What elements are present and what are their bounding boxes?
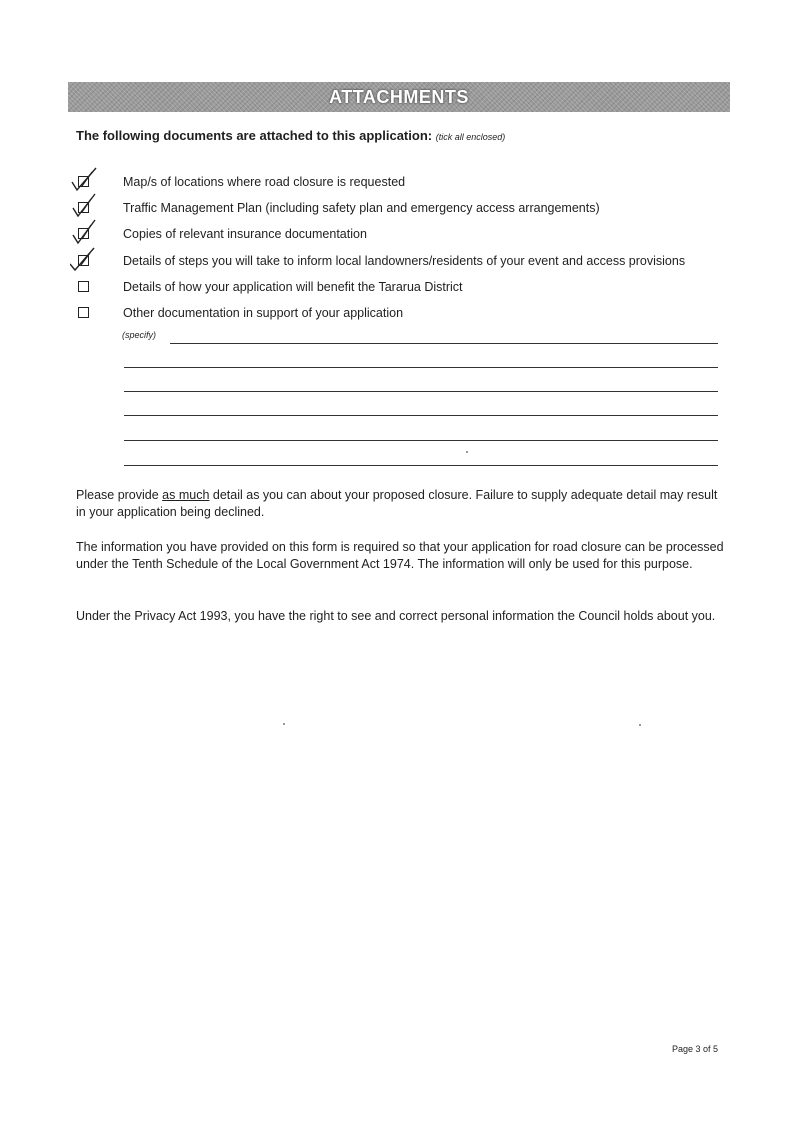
attachment-item-inform-residents bbox=[70, 251, 730, 271]
attachment-item-insurance bbox=[70, 224, 730, 244]
attachment-item-other bbox=[70, 303, 730, 323]
tick-mark-icon bbox=[70, 192, 102, 220]
detail-text-underlined: as much bbox=[162, 488, 210, 502]
specify-label: (specify) bbox=[122, 330, 157, 340]
scan-speck bbox=[466, 451, 468, 453]
attachment-label: Copies of relevant insurance documentation bbox=[123, 227, 367, 241]
checkbox-benefit[interactable] bbox=[70, 277, 100, 297]
tick-mark-icon bbox=[70, 245, 102, 273]
tick-mark-icon bbox=[70, 218, 102, 246]
privacy-paragraph: Under the Privacy Act 1993, you have the right to see and correct personal information the Council holds about you. bbox=[76, 609, 716, 623]
tick-mark-icon bbox=[70, 166, 102, 194]
specify-line-6[interactable] bbox=[124, 465, 718, 466]
checkbox-inform-residents[interactable] bbox=[70, 251, 100, 271]
scan-speck bbox=[283, 723, 285, 725]
attachment-label: Other documentation in support of your application bbox=[123, 306, 404, 320]
page-number: Page 3 of 5 bbox=[672, 1044, 719, 1054]
attachment-label: Traffic Management Plan (including safety plan and emergency access arrangements) bbox=[123, 201, 600, 215]
checkbox-other[interactable] bbox=[70, 303, 100, 323]
section-title: ATTACHMENTS bbox=[329, 86, 469, 107]
section-header-bar bbox=[68, 82, 730, 112]
attachment-label: Details of how your application will benefit the Tararua District bbox=[123, 280, 463, 294]
specify-line-1[interactable] bbox=[170, 343, 718, 344]
specify-line-5[interactable] bbox=[124, 440, 718, 441]
specify-line-4[interactable] bbox=[124, 415, 718, 416]
attachment-label: Map/s of locations where road closure is requested bbox=[123, 175, 406, 189]
checkbox-maps[interactable] bbox=[70, 172, 100, 192]
intro-text: The following documents are attached to this application: bbox=[76, 128, 433, 143]
specify-line-3[interactable] bbox=[124, 391, 718, 392]
checkbox-insurance[interactable] bbox=[70, 224, 100, 244]
attachment-item-benefit bbox=[70, 277, 730, 297]
detail-text-end: detail as you can about your proposed closure. Failure to supply adequate detail may result in your application being declined. bbox=[76, 488, 718, 519]
checkbox-square-icon bbox=[78, 307, 89, 318]
attachments-intro bbox=[76, 128, 505, 143]
specify-line-2[interactable] bbox=[124, 367, 718, 368]
checkbox-square-icon bbox=[78, 281, 89, 292]
attachment-item-maps bbox=[70, 172, 730, 192]
intro-note: (tick all enclosed) bbox=[435, 132, 506, 142]
checkbox-traffic-plan[interactable] bbox=[70, 198, 100, 218]
scan-speck bbox=[639, 724, 641, 726]
information-paragraph: The information you have provided on this form is required so that your application for road closure can be processed under the Tenth Schedule of the Local Government Act 1974. The information will only be used for this purpose. bbox=[76, 540, 724, 571]
detail-text-start: Please provide bbox=[76, 488, 163, 502]
attachment-item-traffic-plan bbox=[70, 198, 730, 218]
attachment-label: Details of steps you will take to inform local landowners/residents of your event and access provisions bbox=[123, 254, 686, 268]
detail-paragraph bbox=[76, 487, 724, 521]
